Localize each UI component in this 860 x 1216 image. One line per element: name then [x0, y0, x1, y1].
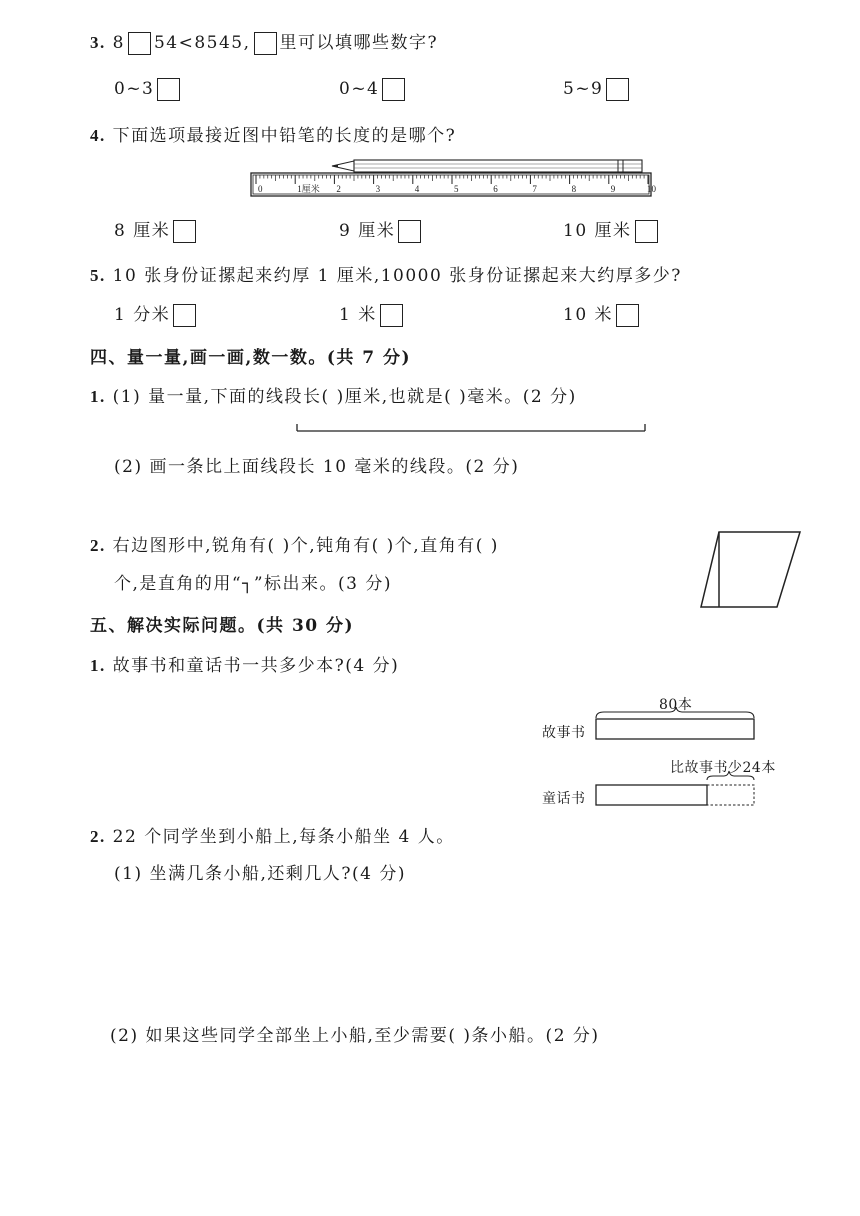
q3-option-c	[563, 78, 632, 101]
option-label: 1 分米	[114, 305, 171, 325]
s5-q2-part2: (2) 如果这些同学全部坐上小船,至少需要( )条小船。(2 分)	[110, 1026, 600, 1046]
ruler-label: 2	[336, 184, 341, 194]
option-label: 1 米	[339, 305, 377, 325]
q3-text-pre: 8	[112, 33, 125, 53]
choice-box[interactable]	[635, 220, 658, 243]
s5-question-2	[90, 826, 455, 848]
q5-option-c	[563, 304, 642, 327]
option-label: 0~4	[339, 79, 380, 99]
ruler-label: 5	[454, 184, 459, 194]
choice-box[interactable]	[606, 78, 629, 101]
choice-box[interactable]	[157, 78, 180, 101]
s4-q1-part2: (2) 画一条比上面线段长 10 毫米的线段。(2 分)	[114, 457, 520, 477]
trapezoid-figure	[696, 528, 806, 612]
question-text: 右边图形中,锐角有( )个,钝角有( )个,直角有( )	[112, 536, 499, 556]
ruler-label: 3	[375, 184, 381, 194]
choice-box[interactable]	[616, 304, 639, 327]
question-5	[90, 265, 682, 287]
q3-option-b	[339, 78, 408, 101]
ruler-icon	[251, 173, 657, 196]
row-label-fairy-tales: 童话书	[542, 791, 586, 807]
q3-text-post: 里可以填哪些数字?	[279, 33, 439, 53]
question-number: 2.	[90, 536, 106, 555]
q4-option-b	[339, 220, 424, 243]
question-number: 5.	[90, 266, 106, 285]
option-label: 5~9	[563, 79, 604, 99]
option-label: 8 厘米	[114, 221, 171, 241]
section-4-title: 四、量一量,画一画,数一数。(共 7 分)	[90, 348, 412, 368]
ruler-label: 8	[571, 184, 577, 194]
section-5-title: 五、解决实际问题。(共 30 分)	[90, 616, 355, 636]
question-4	[90, 125, 456, 147]
option-label: 9 厘米	[339, 221, 396, 241]
answer-box[interactable]	[128, 32, 151, 55]
choice-box[interactable]	[380, 304, 403, 327]
question-number: 3.	[90, 33, 106, 52]
segment-to-measure	[294, 420, 650, 436]
difference-label: 比故事书少24本	[670, 760, 776, 776]
ruler-label: 10	[647, 184, 656, 194]
ruler-label: 4	[414, 184, 420, 194]
question-text: 22 个同学坐到小船上,每条小船坐 4 人。	[112, 827, 455, 847]
question-text: 下面选项最接近图中铅笔的长度的是哪个?	[112, 126, 457, 146]
row-label-story-books: 故事书	[542, 725, 586, 741]
question-3	[90, 32, 438, 55]
question-number: 1.	[90, 656, 106, 675]
option-label: 10 厘米	[563, 221, 632, 241]
choice-box[interactable]	[173, 304, 196, 327]
s4-question-2	[90, 535, 499, 557]
option-label: 10 米	[563, 305, 614, 325]
question-text: 10 张身份证摞起来约厚 1 厘米,10000 张身份证摞起来大约厚多少?	[112, 266, 682, 286]
answer-box[interactable]	[254, 32, 277, 55]
choice-box[interactable]	[382, 78, 405, 101]
option-label: 0~3	[114, 79, 155, 99]
question-number: 1.	[90, 387, 106, 406]
choice-box[interactable]	[173, 220, 196, 243]
ruler-label: 9	[610, 184, 616, 194]
ruler-label: 0	[258, 184, 263, 194]
ruler-pencil-figure	[248, 155, 658, 200]
question-text: (1) 量一量,下面的线段长( )厘米,也就是( )毫米。(2 分)	[112, 387, 577, 407]
question-number: 4.	[90, 126, 106, 145]
q5-option-b	[339, 304, 406, 327]
s5-question-1	[90, 655, 399, 677]
pencil-icon	[332, 160, 642, 172]
question-number: 2.	[90, 827, 106, 846]
q5-option-a	[114, 304, 199, 327]
choice-box[interactable]	[398, 220, 421, 243]
s5-q2-part1: (1) 坐满几条小船,还剩几人?(4 分)	[114, 864, 406, 884]
s4-question-1	[90, 386, 577, 408]
s4-q2-line2: 个,是直角的用“┐”标出来。(3 分)	[114, 574, 393, 594]
top-total-label: 80本	[659, 697, 693, 713]
q3-option-a	[114, 78, 183, 101]
ruler-label: 7	[532, 184, 537, 194]
ruler-label: 1厘米	[297, 184, 320, 194]
question-text: 故事书和童话书一共多少本?(4 分)	[112, 656, 400, 676]
q3-text-mid: 54<8545,	[153, 33, 251, 53]
q4-option-a	[114, 220, 199, 243]
q4-option-c	[563, 220, 661, 243]
ruler-label: 6	[493, 184, 498, 194]
